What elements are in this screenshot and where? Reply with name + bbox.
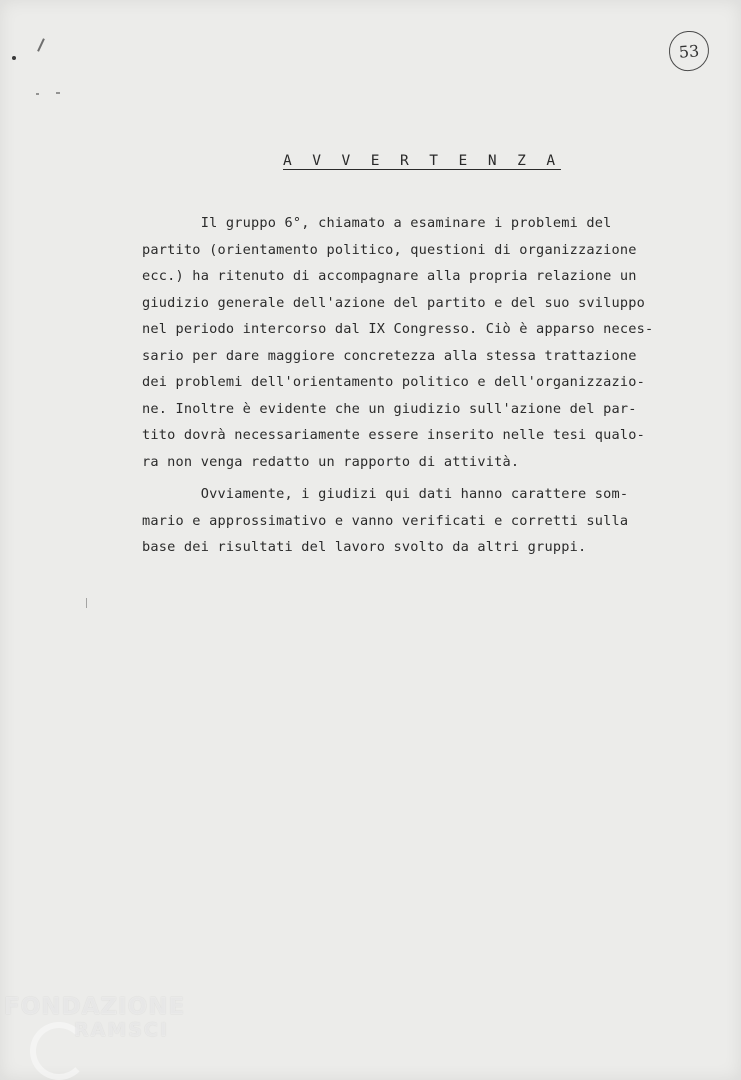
- text-line: giudizio generale dell'azione del partito e del suo sviluppo: [142, 294, 646, 311]
- ink-mark: [36, 93, 39, 95]
- document-title: A V V E R T E N Z A: [283, 153, 561, 169]
- ink-mark: [86, 598, 87, 608]
- text-line: Il gruppo 6°, chiamato a esaminare i problemi del: [142, 215, 612, 231]
- text-line: partito (orientamento politico, questioni di organizzazione: [142, 241, 637, 258]
- text-line: base dei risultati del lavoro svolto da altri gruppi.: [142, 539, 587, 555]
- ink-mark: [12, 56, 16, 60]
- text-line: ne. Inoltre è evidente che un giudizio sull'azione del par-: [142, 400, 637, 417]
- paragraph-2: [142, 481, 628, 561]
- text-line: sario per dare maggiore concretezza alla stessa trattazione: [142, 347, 637, 364]
- paragraph-1: [142, 210, 653, 475]
- text-line: nel periodo intercorso dal IX Congresso. Ciò è apparso neces-: [142, 321, 654, 337]
- ink-mark: [56, 92, 60, 94]
- watermark-line-2: RAMSCI: [74, 1019, 169, 1041]
- text-line: mario e approssimativo e vanno verificati e corretti sulla: [142, 512, 629, 529]
- text-line: ecc.) ha ritenuto di accompagnare alla propria relazione un: [142, 268, 637, 284]
- text-line: Ovviamente, i giudizi qui dati hanno carattere som-: [142, 486, 629, 502]
- text-line: tito dovrà necessariamente essere inserito nelle tesi qualo-: [142, 427, 646, 443]
- watermark-line-1: FONDAZIONE: [4, 994, 186, 1020]
- watermark: [4, 996, 185, 1040]
- page-number: 53: [668, 30, 711, 73]
- ink-mark: [37, 38, 45, 52]
- text-line: dei problemi dell'orientamento politico e dell'organizzazio-: [142, 374, 646, 390]
- text-line: ra non venga redatto un rapporto di attività.: [142, 453, 520, 470]
